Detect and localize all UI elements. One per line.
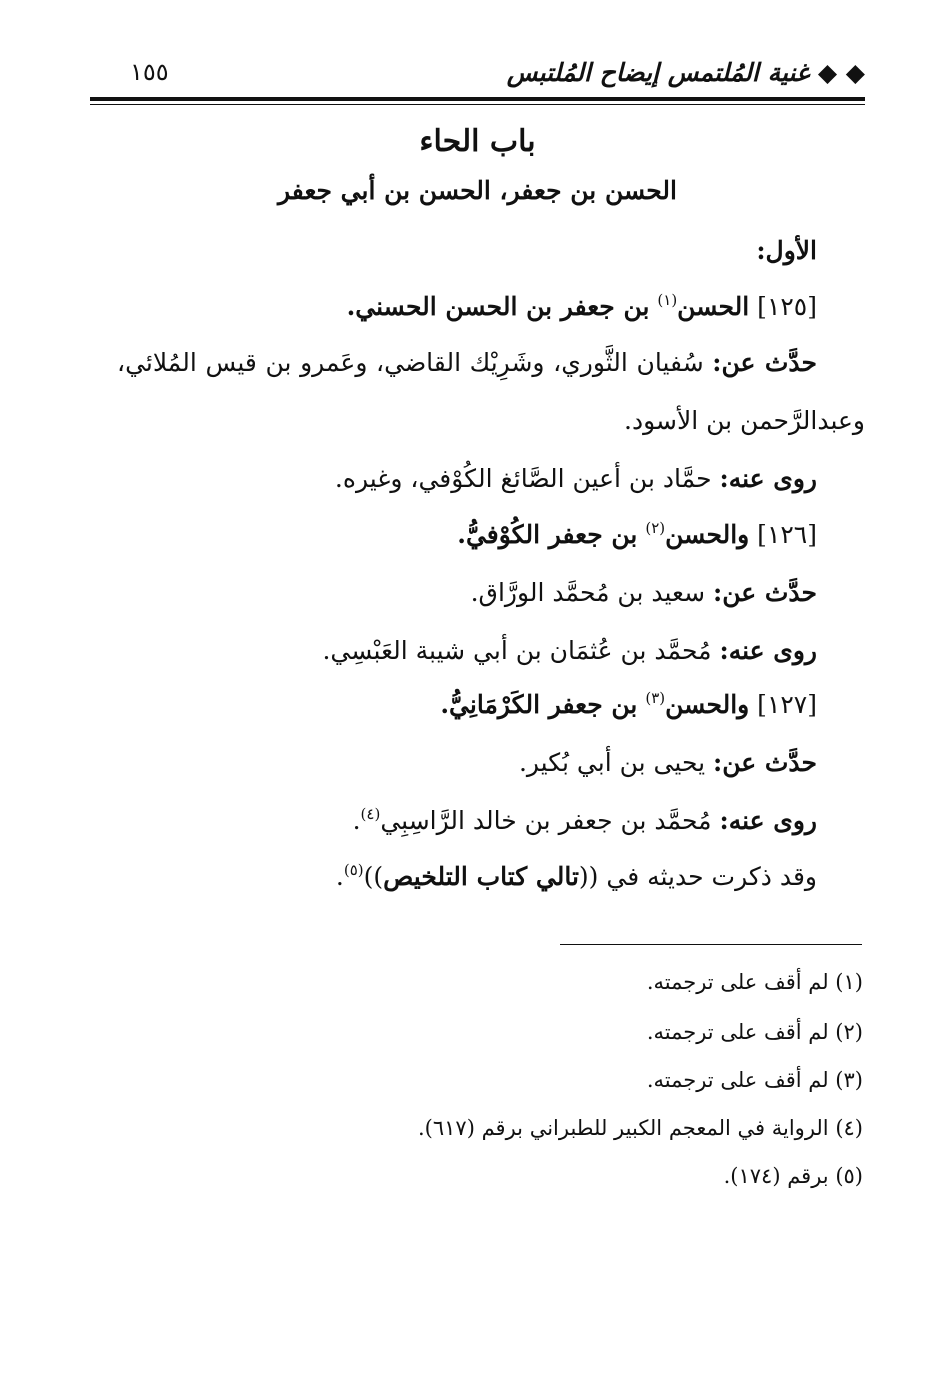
narrated-from-label: حدَّث عن:: [712, 348, 817, 377]
narrators-label: روى عنه:: [719, 636, 817, 665]
entry-heading-126: [457, 520, 817, 549]
narrated-from-text: سُفيان الثَّوري، وشَرِيْك القاضي، وعَمرو بن قيس المُلائي،: [117, 348, 704, 377]
entry-number: [١٢٧]: [757, 690, 817, 719]
entry-name: والحسن: [665, 520, 750, 549]
narrators-125: [335, 464, 817, 493]
narrators-126: [322, 636, 817, 665]
footnote-ref: (٥): [343, 861, 364, 879]
closing-prefix: وقد ذكرت حديثه في: [598, 862, 817, 891]
footnote-5: (٥) برقم (١٧٤).: [723, 1164, 863, 1188]
footnote-ref: (٤): [360, 805, 381, 823]
section-label: الأول:: [756, 236, 817, 265]
closing-remark: [336, 862, 817, 891]
narrators-127: [353, 806, 817, 835]
footnote-ref: (٢): [645, 519, 666, 537]
entry-lineage: بن جعفر بن الحسن الحسني.: [346, 292, 650, 321]
entry-lineage: بن جعفر الكُوْفيُّ.: [457, 520, 638, 549]
narrated-from-125: [117, 348, 817, 377]
page-header: [90, 50, 865, 90]
end-dot: .: [335, 862, 344, 891]
book-title: تالي كتاب التلخيص: [383, 862, 579, 891]
narrated-from-label: حدَّث عن:: [713, 578, 817, 607]
narrated-from-label: حدَّث عن:: [713, 748, 817, 777]
entry-heading-127: [440, 690, 817, 719]
narrated-from-text: سعيد بن مُحمَّد الورَّاق.: [470, 578, 706, 607]
footnote-separator: [560, 944, 862, 945]
footnote-3: (٣) لم أقف على ترجمته.: [646, 1068, 863, 1092]
page-number: ١٥٥: [130, 58, 169, 86]
footnote-4: (٤) الرواية في المعجم الكبير للطبراني برقم (٦١٧).: [417, 1116, 863, 1140]
entry-number: [١٢٦]: [757, 520, 817, 549]
open-quote: ((: [578, 862, 599, 891]
footnote-1: (١) لم أقف على ترجمته.: [646, 970, 863, 994]
footnote-2: (٢) لم أقف على ترجمته.: [646, 1020, 863, 1044]
narrated-from-125-cont: وعبدالرَّحمن بن الأسود.: [624, 406, 865, 435]
narrators-text: مُحمَّد بن عُثمَان بن أبي شيبة العَبْسِي.: [322, 636, 712, 665]
narrators-label: روى عنه:: [719, 806, 817, 835]
entry-heading-125: [347, 292, 817, 321]
footnote-ref: (٣): [645, 689, 666, 707]
narrators-text: حمَّاد بن أعين الصَّائغ الكُوْفي، وغيره.: [334, 464, 712, 493]
running-title: ◆ ◆ غنية المُلتمس إيضاح المُلتبس: [506, 58, 865, 87]
entry-number: [١٢٥]: [757, 292, 817, 321]
narrators-label: روى عنه:: [719, 464, 817, 493]
end-dot: .: [352, 806, 361, 835]
chapter-subtitle: الحسن بن جعفر، الحسن بن أبي جعفر: [278, 176, 677, 205]
entry-lineage: بن جعفر الكَرْمَانِيُّ.: [440, 690, 638, 719]
footnote-ref: (١): [657, 291, 678, 309]
entry-name: الحسن: [677, 292, 750, 321]
entry-name: والحسن: [665, 690, 750, 719]
narrated-from-126: [471, 578, 817, 607]
narrators-text: مُحمَّد بن جعفر بن خالد الرَّاسِبِي: [380, 806, 712, 835]
header-rule-thin: [90, 104, 865, 105]
header-rule-thick: [90, 97, 865, 101]
close-quote: )): [363, 862, 384, 891]
chapter-title: باب الحاء: [419, 124, 536, 159]
narrated-from-text: يحيى بن أبي بُكير.: [518, 748, 706, 777]
narrated-from-127: [519, 748, 817, 777]
